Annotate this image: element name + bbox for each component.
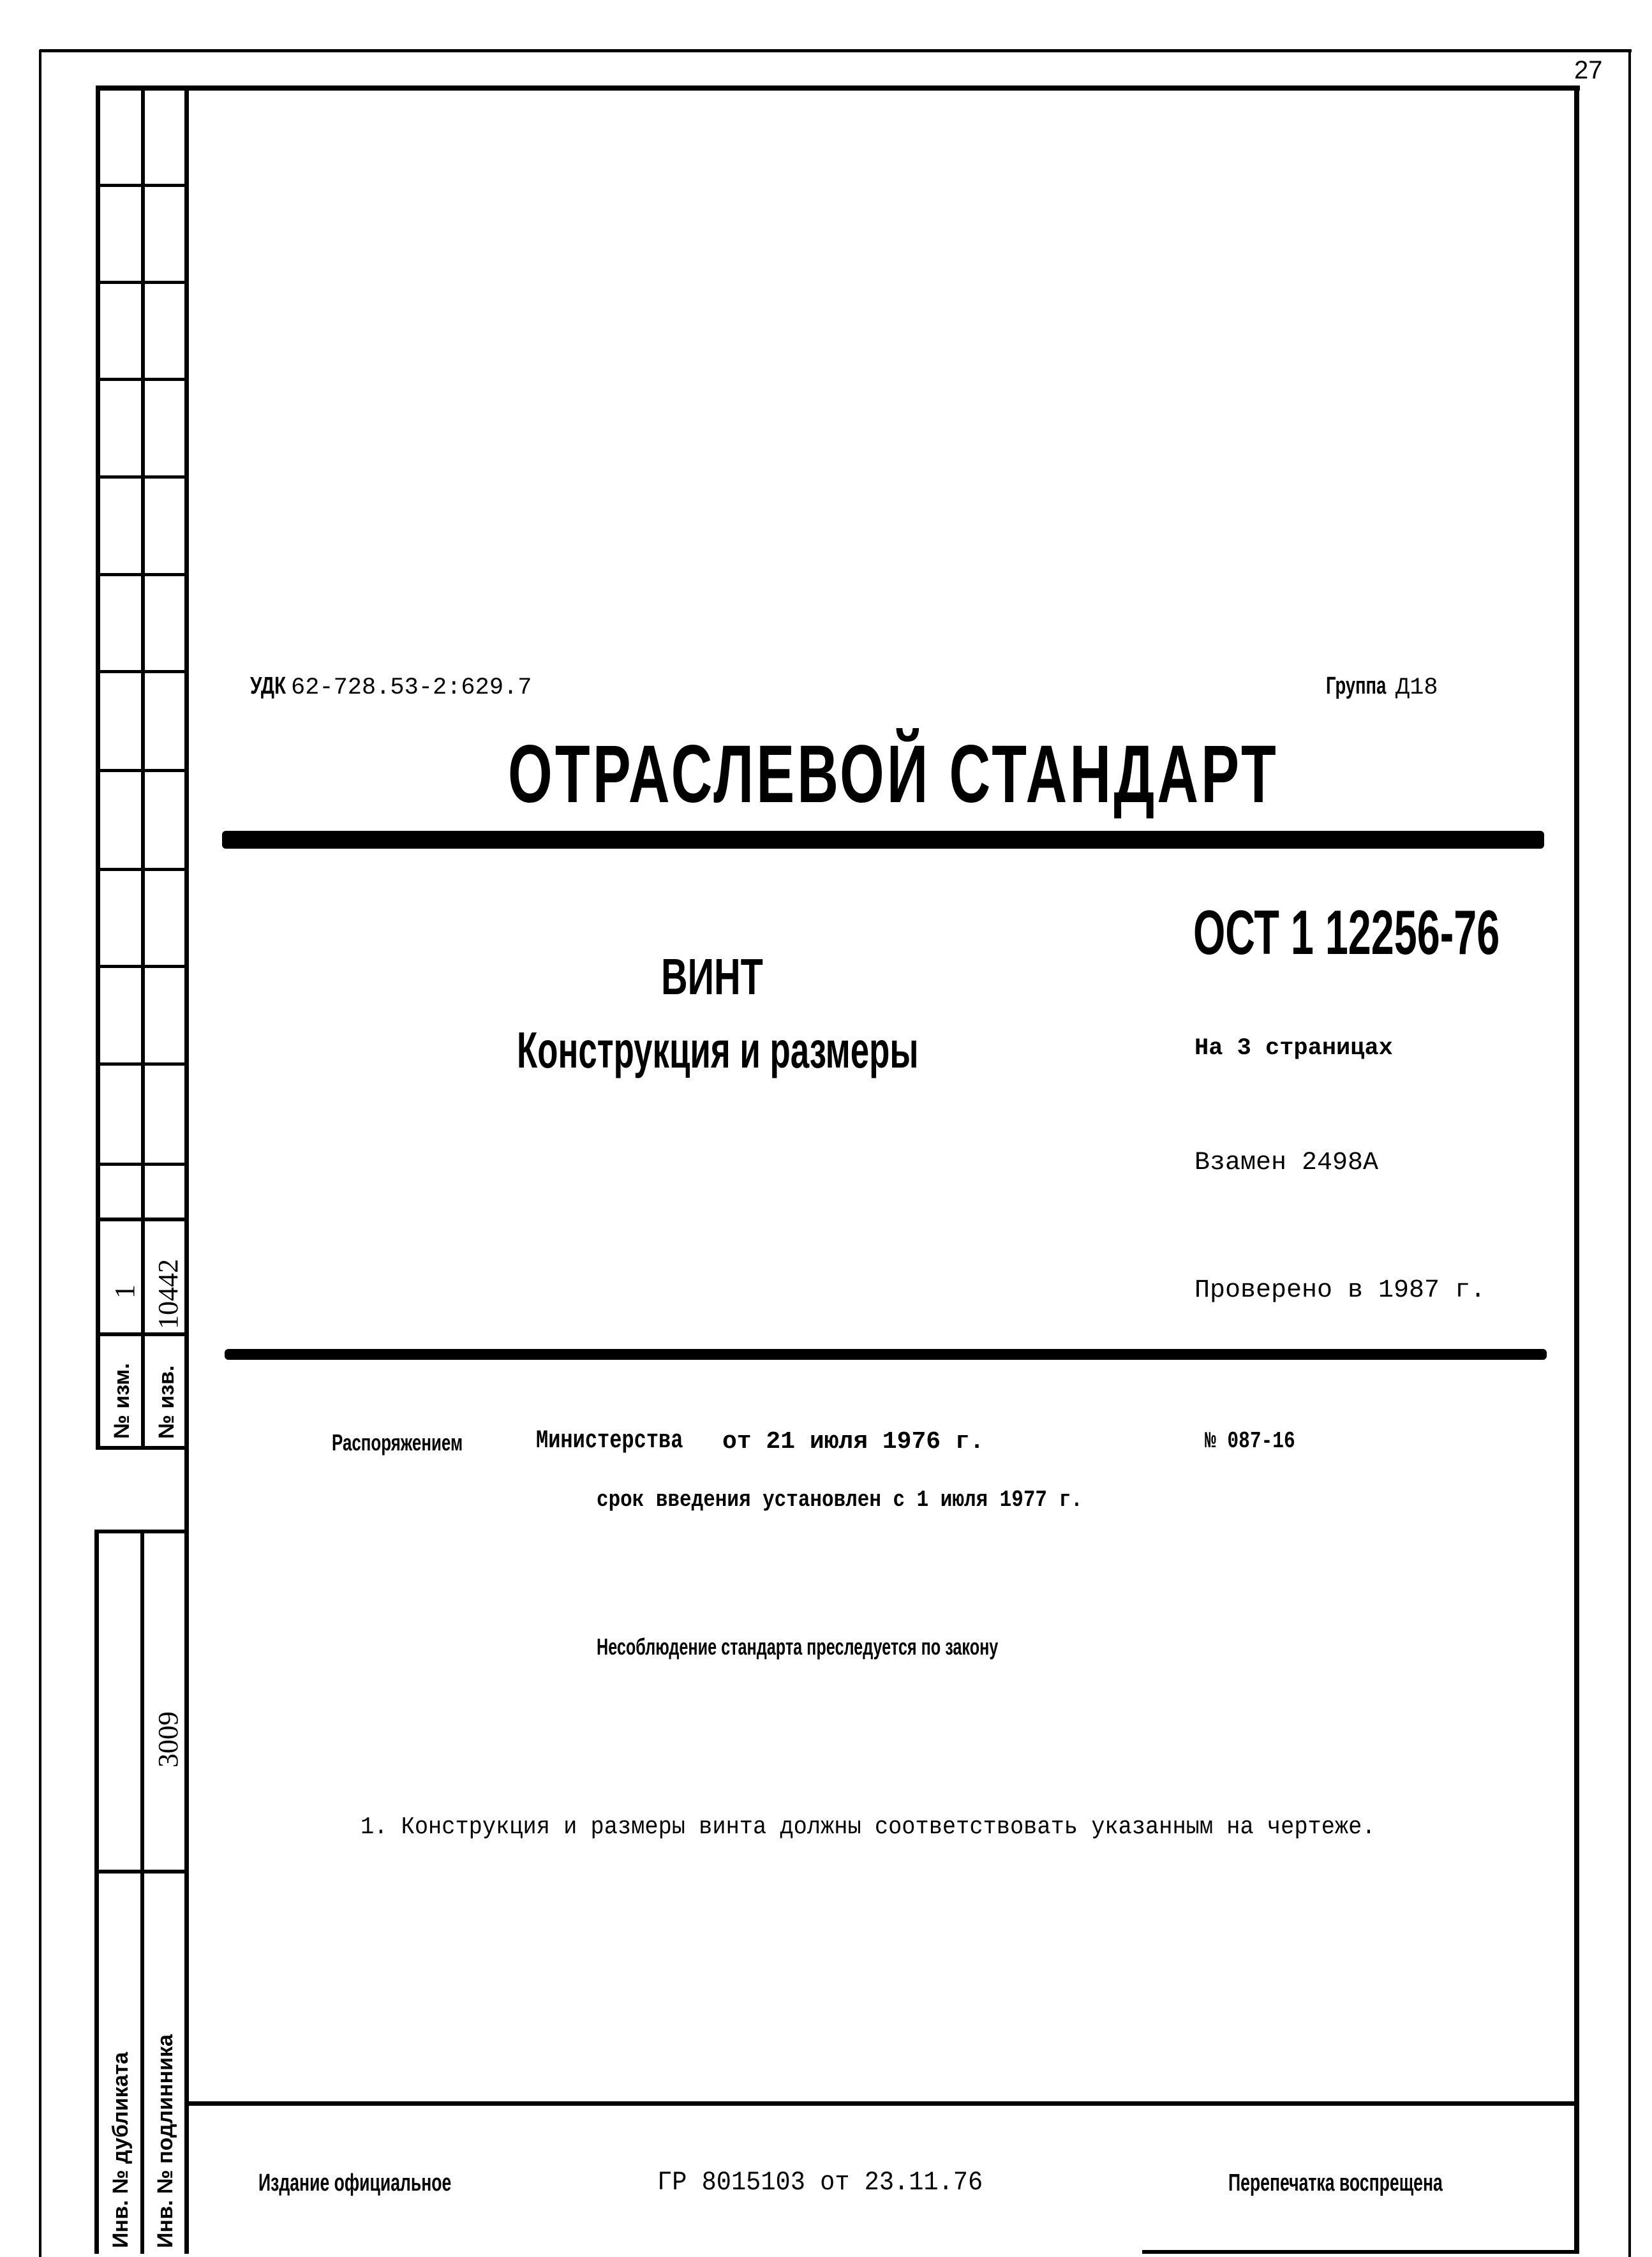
order-number: № 087-16: [1205, 1428, 1295, 1454]
stamp-row-line: [96, 1062, 188, 1066]
udk-value: 62-728.53-2:629.7: [290, 674, 532, 701]
order-date: от 21 июля 1976 г.: [722, 1428, 985, 1456]
udk-line: [250, 673, 532, 701]
udk-label: УДК: [250, 673, 286, 699]
stamp-row-line: [96, 965, 188, 968]
product-name: ВИНТ: [661, 948, 763, 1005]
footer-official-edition: Издание официальное: [258, 2170, 452, 2196]
group-label: Группа: [1326, 673, 1387, 699]
checked-year: Проверено в 1987 г.: [1194, 1276, 1486, 1305]
inner-frame-top: [96, 86, 1580, 91]
stamp-row-line: [96, 769, 188, 772]
stamp-row-line: [96, 281, 188, 284]
outer-frame-top: [40, 49, 1632, 52]
stamp-change-no-value: 1: [109, 1285, 140, 1299]
stamp-row-line: [96, 868, 188, 871]
order-authority: Министерства: [536, 1427, 683, 1456]
stamp-lower-v1: [94, 1530, 99, 2254]
inner-frame-right: [1574, 86, 1579, 2254]
stamp-notice-no-value: 10442: [153, 1259, 184, 1329]
outer-frame-right: [1628, 50, 1631, 2257]
stamp-line-v1: [96, 86, 100, 1450]
stamp-row-line: [96, 670, 188, 673]
stamp-row-line: [96, 1218, 188, 1221]
stamp-lower-v2: [140, 1530, 144, 2254]
outer-frame-left: [39, 50, 41, 2257]
page-number: 27: [1574, 56, 1603, 84]
order-label: Распоряжением: [332, 1429, 463, 1456]
footer-divider: [188, 2101, 1579, 2106]
stamp-notice-no-label: № изв.: [154, 1365, 179, 1439]
clause-1: 1. Конструкция и размеры винта должны соответствовать указанным на чертеже.: [361, 1814, 1376, 1841]
group-value: Д18: [1395, 674, 1438, 701]
stamp-row-line: [96, 1446, 188, 1450]
stamp-row-line: [96, 1163, 188, 1166]
stamp-row-line: [96, 1870, 188, 1873]
stamp-original-inv-label: Инв. № подлинника: [153, 2034, 177, 2248]
stamp-line-v2: [141, 86, 145, 1450]
footer-registration: ГР 8015103 от 23.11.76: [657, 2167, 983, 2198]
stamp-change-no-label: № изм.: [110, 1363, 134, 1439]
title-rule: [222, 831, 1544, 849]
stamp-row-line: [96, 1332, 188, 1336]
standard-designation: ОСТ 1 12256-76: [1193, 897, 1500, 967]
effective-date: срок введения установлен с 1 июля 1977 г.: [597, 1487, 1083, 1513]
stamp-row-line: [96, 475, 188, 479]
stamp-line-v3: [184, 86, 189, 2254]
inner-frame-bottom: [1142, 2250, 1579, 2254]
stamp-row-line: [96, 573, 188, 576]
page-title: ОТРАСЛЕВОЙ СТАНДАРТ: [508, 729, 1279, 820]
stamp-duplicate-inv-label: Инв. № дубликата: [108, 2052, 133, 2248]
stamp-row-line: [96, 184, 188, 187]
stamp-row-line: [96, 378, 188, 381]
header-bottom-rule: [225, 1349, 1547, 1360]
footer-reprint-prohibited: Перепечатка воспрещена: [1228, 2170, 1443, 2196]
legal-notice: Несоблюдение стандарта преследуется по закону: [597, 1634, 999, 1660]
stamp-original-inv-value: 3009: [153, 1711, 184, 1768]
product-subtitle: Конструкция и размеры: [517, 1022, 919, 1078]
group-line: [1326, 673, 1438, 701]
replaces-standard: Взамен 2498А: [1194, 1149, 1379, 1177]
pages-count: На 3 страницах: [1194, 1035, 1393, 1062]
